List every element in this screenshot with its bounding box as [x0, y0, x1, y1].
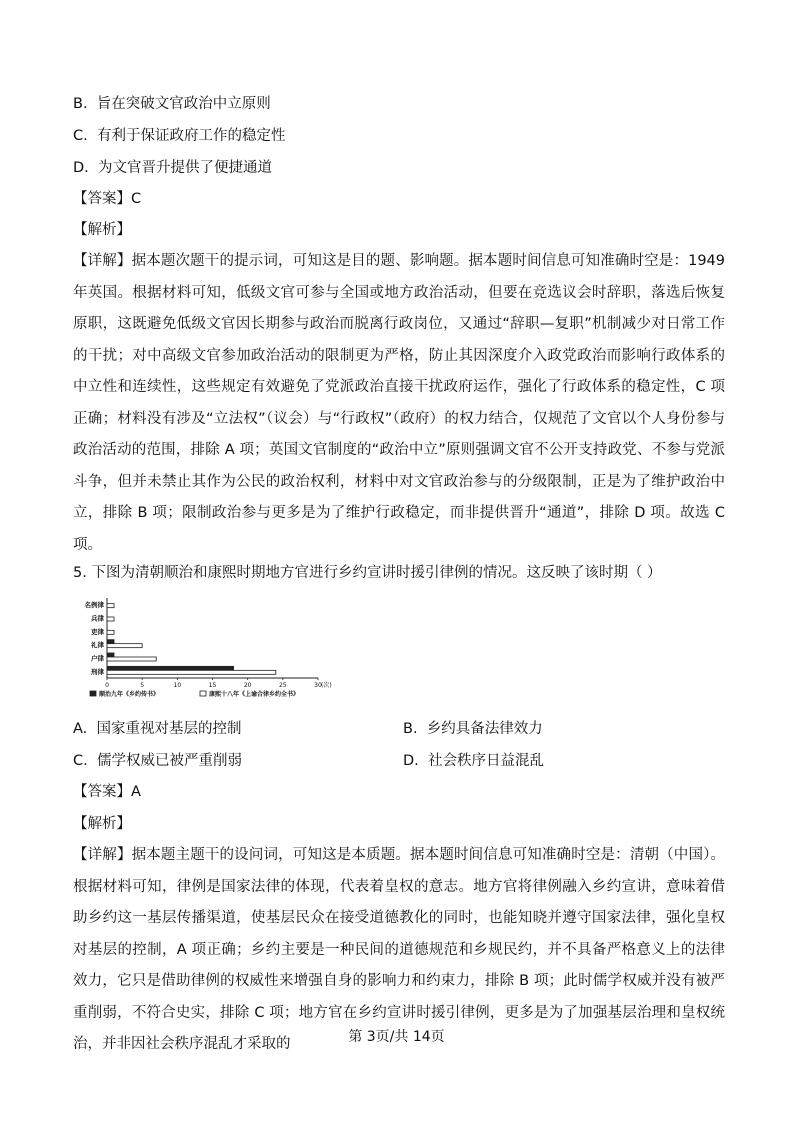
bar-kangxi [107, 604, 114, 608]
x-tick-label: 15 [208, 682, 217, 689]
bar-shunzhi [107, 666, 234, 670]
category-label: 户律 [91, 654, 104, 663]
category-label: 吏律 [91, 627, 104, 636]
analysis-label-prev: 【解析】 [73, 222, 131, 238]
answer-q5: 【答案】A [73, 784, 141, 800]
option-b-q5: B. 乡约具备法律效力 [403, 721, 543, 737]
legend-swatch-kangxi [200, 691, 206, 696]
detail-q5: 【详解】据本题主题干的设问词，可知这是本质题。据本题时间信息可知准确时空是：清朝（中国）。根据材料可知，律例是国家法律的体现，代表着皇权的意志。地方官将律例融入乡约宣讲，意味着借助乡约这一基层传播渠道，使基层民众在接受道德教化的同时，也能知晓并遵守国家法律，强化皇权对基层的控制，A 项正确；乡约主要是一种民间的道德规范和乡规民约，并不具备严格意义上的法律效力，它只是借助律例的权威性来增强自身的影响力和约束力，排除 B 项；此时儒学权威并没有被严重削弱，不符合史实，排除 C 项；地方官在乡约宣讲时援引律例，更多是为了加强基层治理和皇权统治，并非因社会秩序混乱才采取的 [73, 847, 725, 1052]
category-label: 刑律 [91, 667, 104, 676]
option-b-prev: B. 旨在突破文官政治中立原则 [73, 96, 271, 112]
legend-label-kangxi: 康熙十八年《上谕合律乡约全书》 [209, 691, 300, 698]
analysis-label-q5: 【解析】 [73, 816, 131, 832]
category-label: 名例律 [84, 601, 104, 610]
bar-kangxi [107, 657, 156, 661]
category-label: 礼律 [91, 641, 104, 650]
x-tick-label: 5 [140, 682, 145, 689]
option-c-q5: C. 儒学权威已被严重削弱 [73, 753, 242, 769]
option-d-q5: D. 社会秩序日益混乱 [403, 753, 544, 769]
legend-swatch-shunzhi [90, 691, 96, 696]
bar-shunzhi [107, 653, 114, 657]
x-tick-label: 20 [243, 682, 252, 689]
bar-kangxi [107, 617, 114, 621]
legend-label-shunzhi: 顺治九年《乡约传书》 [99, 691, 160, 698]
x-tick-label: 30 [314, 682, 322, 689]
bar-shunzhi [107, 640, 114, 644]
bar-chart [70, 596, 350, 708]
answer-prev: 【答案】C [73, 191, 142, 207]
x-tick-label: 0 [105, 682, 109, 689]
x-unit-label: (次) [321, 682, 332, 689]
x-tick-label: 10 [173, 682, 182, 689]
chart-svg [70, 596, 350, 708]
category-label: 兵律 [91, 614, 104, 623]
page-footer: 第 3页/共 14页 [348, 1029, 445, 1045]
bar-kangxi [107, 670, 276, 674]
option-d-prev: D. 为文官晋升提供了便捷通道 [73, 160, 272, 176]
question-5-stem: 5. 下图为清朝顺治和康熙时期地方官进行乡约宣讲时援引律例的情况。这反映了该时期（ ） [73, 565, 662, 581]
option-a-q5: A. 国家重视对基层的控制 [73, 721, 242, 737]
x-tick-label: 25 [279, 682, 287, 689]
option-c-prev: C. 有利于保证政府工作的稳定性 [73, 128, 286, 144]
bar-kangxi [107, 644, 142, 648]
bar-kangxi [107, 630, 114, 634]
detail-prev: 【详解】据本题次题干的提示词，可知这是目的题、影响题。据本题时间信息可知准确时空是：1949 年英国。根据材料可知，低级文官可参与全国或地方政治活动，但要在竞选议会时辞职，落选后恢复原职，这既避免低级文官因长期参与政治而脱离行政岗位，又通过“辞职—复职”机制减少对日常工作的干扰；对中高级文官参加政治活动的限制更为严格，防止其因深度介入政党政治而影响行政体系的中立性和连续性，这些规定有效避免了党派政治直接干扰政府运作，强化了行政体系的稳定性，C 项正确；材料没有涉及“立法权”（议会）与“行政权”（政府）的权力结合，仅规范了文官以个人身份参与政治活动的范围，排除 A 项；英国文官制度的“政治中立”原则强调文官不公开支持政党、不参与党派斗争，但并未禁止其作为公民的政治权利，材料中对文官政治参与的分级限制，正是为了维护政治中立，排除 B 项；限制政治参与更多是为了维护行政稳定，而非提供晋升“通道”，排除 D 项。故选 C 项。 [73, 253, 725, 553]
